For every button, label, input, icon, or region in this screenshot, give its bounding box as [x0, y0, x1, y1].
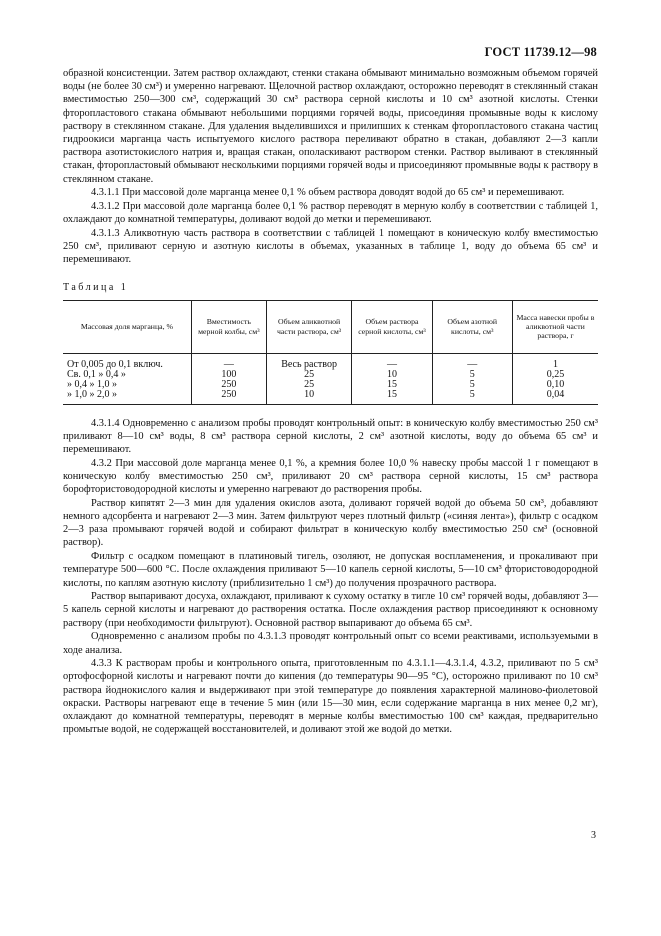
cell-flask-volume — [191, 353, 266, 404]
table-caption: Таблица 1 — [63, 281, 129, 293]
paragraph-continuation: образной консистенции. Затем раствор охлаждают, стенки стакана обмывают минимально возможным объемом горячей воды (не более 30 см³) и умеренно нагревают. Щелочной раствор охлаждают, осторожно переводят в стеклянный стакан вместимостью 250—300 см³, содержащий 30 см³ раствора серной кислоты и 10 см³ азотной кислоты. Стенки фторопластового стакана обмывают небольшими порциями горячей воды, присоединяя промывные воды к кислому раствору в стеклянном стакане. Для удаления выделившихся и прилипших к стенкам фторопластового стакана частиц гидроокиси марганца часть испытуемого кислого раствора переливают обратно в стакан, добавляют 2—3 капли раствора азотистокислого натрия и, вращая стакан, ополаскивают раствором стенки. Раствор выливают в стеклянный стакан, фторопластовый обмывают несколькими порциями горячей воды и присоединяют промывные воды к раствору в стеклянном стакане. — [63, 68, 598, 185]
cell-nitric-acid-volume — [432, 353, 512, 404]
cell-mn-fraction — [63, 353, 191, 404]
cell-aliquot-volume — [266, 353, 352, 404]
cell-line: 15 — [387, 379, 397, 391]
paragraph-4-3-3: 4.3.3 К растворам пробы и контрольного опыта, приготовленным по 4.3.1.1—4.3.1.4, 4.3.2, приливают по 5 см³ ортофосфорной кислоты и нагревают почти до кипения (до температуры 90—95 °С), осторожно приливают по 10 см³ раствора йоднокислого калия и выдерживают при этой температуре до появления характерной малиново-фиолетовой окраски. Растворы нагревают еще в течение 5 мин (или 15—30 мин, если содержание марганца в них менее 0,2 мг), охлаждают до комнатной температуры, переводят в мерные колбы вместимостью 100 см³ каждая, предварительно промытые водой, не содержащей восстановителей, и доливают этой же водой до метки. — [63, 658, 598, 736]
cell-line: 0,10 — [546, 379, 565, 391]
cell-line: 100 — [221, 368, 237, 380]
cell-line: 25 — [304, 368, 315, 380]
paragraph-boiling: Раствор кипятят 2—3 мин для удаления окислов азота, доливают горячей водой до объема 50 см³, добавляют немного адсорбента и нагревают 2—3 мин. Затем фильтруют через плотный фильтр («синяя лента»), фильтр с осадком 2—3 раза промывают горячей водой и собирают фильтрат в коническую колбу вместимостью 250 см³ (основной раствор). — [63, 497, 598, 549]
cell-line: 5 — [469, 389, 475, 401]
header-nitric-acid-volume: Объем азотной кислоты, см³ — [432, 300, 512, 353]
page-number: 3 — [591, 830, 596, 841]
cell-line: Св. 0,1 » 0,4 » — [67, 368, 126, 380]
cell-line: » 1,0 » 2,0 » — [67, 389, 117, 401]
paragraph-4-3-1-4: 4.3.1.4 Одновременно с анализом пробы проводят контрольный опыт: в коническую колбу вместимостью 250 см³ приливают 8—10 см³ воды, 8 см³ раствора серной кислоты, 2 см³ азотной кислоты, воду до объема 65 см³ и перемешивают. — [63, 417, 598, 455]
cell-line: 10 — [387, 368, 397, 380]
cell-line: — — [223, 358, 234, 370]
table-row — [63, 353, 598, 404]
paragraph-4-3-1-3: 4.3.1.3 Аликвотную часть раствора в соответствии с таблицей 1 помещают в коническую колбу вместимостью 250 см³, приливают серную и азотную кислоты в объемах, указанных в таблице 1, воду до объема 65 см³ и перемешивают. — [63, 227, 598, 266]
cell-line: 5 — [469, 379, 475, 391]
cell-line: 250 — [221, 389, 237, 401]
paragraph-4-3-1-1: 4.3.1.1 При массовой доле марганца менее 0,1 % объем раствора доводят водой до 65 см³ и перемешивают. — [91, 187, 565, 199]
document-code-header: ГОСТ 11739.12—98 — [484, 45, 597, 59]
cell-line: — — [467, 358, 478, 370]
cell-line: 5 — [469, 368, 475, 380]
cell-sulfuric-acid-volume — [352, 353, 432, 404]
paragraph-4-3-2: 4.3.2 При массовой доле марганца менее 0,1 %, а кремния более 10,0 % навеску пробы массой 1 г помещают в коническую колбу вместимостью 250 см³, приливают 20 см³ раствора серной кислоты, 15 см³ раствора борофтористоводородной кислоты и умеренно нагревают до растворения пробы. — [63, 457, 598, 496]
header-sulfuric-acid-volume: Объем раствора серной кислоты, см³ — [352, 300, 432, 353]
paragraph-4-3-1-2: 4.3.1.2 При массовой доле марганца более 0,1 % раствор переводят в мерную колбу в соответствии с таблицей 1, охлаждают до комнатной температуры, доливают водой до метки и перемешивают. — [63, 201, 598, 226]
document-body — [63, 67, 598, 736]
cell-line: От 0,005 до 0,1 включ. — [67, 358, 163, 370]
header-flask-volume: Вместимость мерной колбы, см³ — [191, 300, 266, 353]
cell-line: » 0,4 » 1,0 » — [67, 379, 117, 391]
cell-sample-mass — [512, 353, 598, 404]
cell-line: 0,04 — [546, 389, 565, 401]
table-1 — [63, 300, 598, 405]
header-aliquot-volume: Объем аликвотной части раствора, см³ — [266, 300, 352, 353]
header-mn-fraction: Массовая доля марганца, % — [63, 300, 191, 353]
paragraph-filter: Фильтр с осадком помещают в платиновый тигель, озоляют, не допуская воспламенения, и прокаливают при температуре 500—600 °С. После охлаждения приливают 5—10 капель серной кислоты, 5—10 см³ фтористоводородной кислоты, по каплям азотную кислоту (приблизительно 1 см³) до получения прозрачного раствора. — [63, 551, 598, 589]
table-header-row — [63, 300, 598, 353]
cell-line: — — [387, 358, 397, 370]
cell-line: Весь раствор — [281, 358, 337, 370]
cell-line: 1 — [552, 358, 558, 370]
cell-line: 15 — [387, 389, 397, 401]
cell-line: 250 — [221, 379, 237, 391]
header-sample-mass: Масса навески пробы в аликвотной части раствора, г — [512, 300, 598, 353]
cell-line: 0,25 — [546, 368, 565, 380]
cell-line: 25 — [304, 379, 315, 391]
paragraph-evaporation: Раствор выпаривают досуха, охлаждают, приливают к сухому остатку в тигле 10 см³ горячей воды, добавляют 3—5 капель серной кислоты и нагревают до растворения остатка. После охлаждения раствор присоединяют к основному раствору (при необходимости фильтруют). Основной раствор выпаривают до объема 65 см³. — [63, 591, 598, 629]
cell-line: 10 — [304, 389, 315, 401]
paragraph-control-test: Одновременно с анализом пробы по 4.3.1.3 проводят контрольный опыт со всеми реактивами, используемыми в ходе анализа. — [63, 631, 598, 656]
